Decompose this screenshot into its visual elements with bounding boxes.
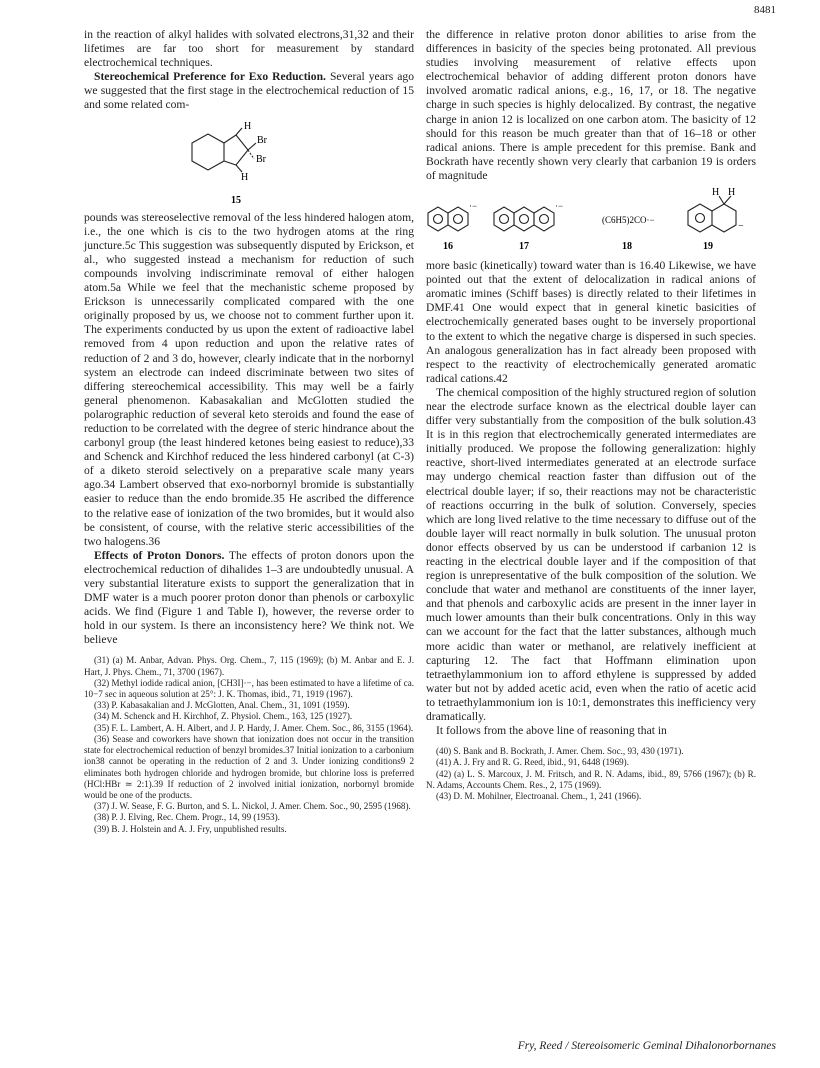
footnote: (42) (a) L. S. Marcoux, J. M. Fritsch, and R. N. Adams, ibid., 89, 5766 (1967); (b) R. N. Adams, Accounts Chem. Res., 2, 175 (1969). (426, 768, 756, 790)
footnotes (84, 655, 414, 834)
paragraph: in the reaction of alkyl halides with solvated electrons,31,32 and their lifetimes are far too short for measurement by standard electrochemical techniques. (84, 28, 414, 70)
compound-label: 19 (703, 241, 713, 253)
footnote: (36) Sease and coworkers have shown that ionization does not occur in the transition state for electrochemical reduction of benzyl bromides.37 Initial ionization to a carbonium ion38 cannot be operating in the reduction of 2 and 3. Under ionizing conditions9 2 eliminates both hydrogen chloride and hydrogen bromide, but chlorine loss is preferred (HCl:HBr ≃ 2:1).39 If reduction of 2 involved initial ionization, norbornyl bromide would be one of the products. (84, 733, 414, 800)
h-label: H (728, 187, 736, 199)
section-heading: Effects of Proton Donors. (94, 548, 225, 562)
structure-15 (84, 115, 414, 211)
formula-18: (C6H5)2CO·− (602, 215, 655, 226)
right-column (426, 28, 756, 802)
svg-text:−: − (738, 221, 744, 233)
footnote: (43) D. M. Mohilner, Electroanal. Chem., 1, 241 (1966). (436, 791, 642, 802)
paragraph: the difference in relative proton donor abilities to arise from the differences in basicity of the species being protonated. All previous studies involving measurement of relative effects upon electrochemical behavior of adding different proton donors have involved aromatic radical anions, e.g., 16, 17, or 18. The negative charge in such species is highly delocalized. By contrast, the negative charge in anion 12 is localized on one carbon atom. The basicity of 12 should for this reason be much greater than that of 16–18 or other radical anions. There is ample precedent for this premise. Bank and Bockrath have recently shown very clearly that carbanion 19 is orders of magnitude (426, 28, 756, 182)
paragraph: Effects of Proton Donors. The effects of proton donors upon the electrochemical reduction of dihalides 1–3 are undoubtedly unusual. A very substantial literature exists to support the generalization that in DMF water is a much poorer proton donor than phenols or carboxylic acids. We find (Figure 1 and Table I), however, the reverse order to hold in our system. Is there an inconsistency here? We think not. We believe (84, 548, 414, 647)
br-label: Br (257, 134, 267, 146)
footnote: (31) (a) M. Anbar, Advan. Phys. Org. Chem., 7, 115 (1969); (b) M. Anbar and E. J. Hart, J. Phys. Chem., 71, 3700 (1967). (84, 655, 414, 677)
br-label: Br (256, 153, 266, 165)
footnotes (426, 746, 756, 802)
footnote: (34) M. Schenck and H. Kirchhof, Z. Physiol. Chem., 163, 125 (1927). (94, 711, 353, 722)
paragraph: It follows from the above line of reasoning that in (436, 724, 667, 738)
compound-label: 16 (443, 241, 453, 253)
compound-label: 15 (231, 194, 241, 206)
left-column (84, 28, 414, 835)
footnote: (38) P. J. Elving, Rec. Chem. Progr., 14, 99 (1953). (94, 812, 280, 823)
footnote: (33) P. Kabasakalian and J. McGlotten, Anal. Chem., 31, 1091 (1959). (94, 700, 350, 711)
h-label: H (712, 187, 720, 199)
h-label: H (241, 171, 249, 183)
page-number: 8481 (754, 4, 776, 16)
paragraph: more basic (kinetically) toward water than is 16.40 Likewise, we have pointed out that the extent of delocalization in radical anions of aromatic imines (Schiff bases) is directly related to their lifetimes in DMF.41 One would expect that in general kinetic basicities of electrochemically generated bases ought to be inversely proportional to the extent to which the negative charge is dispersed in such species. An analogous generalization has in fact already been proposed with respect to the reactivity of electrochemically generated aromatic radical cations.42 (426, 259, 756, 385)
footnote: (41) A. J. Fry and R. G. Reed, ibid., 91, 6448 (1969). (436, 757, 629, 768)
paragraph: pounds was stereoselective removal of the less hindered halogen atom, i.e., the one which is cis to the two hydrogen atoms at the ring juncture.5c This suggestion was subsequently disputed by Erickson, et al., who suggested instead a mechanism for reduction of such compounds involving indiscriminate removal of either halogen atom.5a While we feel that the mechanistic scheme proposed by Erickson is unnecessarily complicated compared with the one originally proposed by us, we choose not to comment further upon it. The experiments conducted by us upon the extent of radioactive label removed from 4 upon reduction and upon the relative rates of reduction of 2 and 3 do, however, clearly indicate that in the norbornyl system an electrode can indeed discriminate between two sites of differing stereochemical accessibility. This may well be a fairly general phenomenon. Kabasakalian and McGlotten studied the polarographic reduction of several keto steroids and found the ease of reduction to be correlated with the degree of steric hindrance about the carbonyl group (the least hindered ketones being easiest to reduce),33 and Schenck and Kirchhof reduced the less hindered carbonyl (at C-3) of a diketo steroid selectively on a preparative scale many years ago.34 Lambert observed that exo-norbornyl bromide is substantially easier to reduce than the endo bromide.35 He ascribed the difference to the relative ease of ionization of the two bromides, but it would also be consistent, of course, with the relative steric accessibilities of the two halogens.36 (84, 210, 414, 548)
footnote: (32) Methyl iodide radical anion, [CH3I]·−, has been estimated to have a lifetime of ca. 10−7 sec in aqueous solution at 25°: J. K. Thomas, ibid., 71, 1919 (1967). (84, 677, 414, 700)
running-footer: Fry, Reed / Stereoisomeric Geminal Dihalonorbornanes (517, 1040, 776, 1052)
compound-label: 17 (519, 241, 529, 253)
structures-16-19 (426, 187, 756, 255)
footnote: (39) B. J. Holstein and A. J. Fry, unpublished results. (94, 823, 287, 834)
section-heading: Stereochemical Preference for Exo Reduction. (94, 70, 326, 84)
svg-text:·−: ·− (469, 201, 478, 212)
paragraph: Stereochemical Preference for Exo Reduction. Several years ago we suggested that the first stage in the electrochemical reduction of 15 and some related com- (84, 70, 414, 112)
footnote: (40) S. Bank and B. Bockrath, J. Amer. Chem. Soc., 93, 430 (1971). (436, 746, 684, 757)
footnote: (37) J. W. Sease, F. G. Burton, and S. L. Nickol, J. Amer. Chem. Soc., 90, 2595 (1968). (94, 801, 411, 812)
footnote: (35) F. L. Lambert, A. H. Albert, and J. P. Hardy, J. Amer. Chem. Soc., 86, 3155 (1964). (94, 722, 414, 733)
compound-label: 18 (622, 241, 632, 253)
svg-text:·−: ·− (555, 201, 564, 212)
paragraph: The chemical composition of the highly structured region of solution near the electrode surface known as the electrical double layer can differ very substantially from the composition of the bulk solution.43 It is in this region that electrochemically generated intermediates are initially produced. We propose the following generalization: highly reactive, short-lived intermediates generated at an electrode surface may undergo chemical reaction faster than diffusion out of the electrical double layer; if so, their reactions may not be characteristic of reactions occurring in the bulk of solution. Conversely, species which are long lived relative to the time necessary to diffuse out of the double layer will react normally in bulk solution. The unusual proton donor effects observed by us can be understood if carbanion 12 is reacting in the electrical double layer and if the composition of that region is unrepresentative of the bulk composition of the solution. We conclude that water and methanol are constituents of the inner layer, and that phenols and carboxylic acids are present in the inner layer in much lower amounts than their bulk concentrations. Only in this way can we account for the fact that the latter substances, although much more acidic than water or methanol, are relatively inefficient at capturing 12. The fact that Hoffmann elimination upon tetraethylammonium ion to afford ethylene is suppressed by added water but not by added acetic acid, even when the ratio of acetic acid to tetraethylammonium ion is 10:1, demonstrates this inefficiency very dramatically. (426, 385, 756, 724)
h-label: H (244, 120, 252, 132)
